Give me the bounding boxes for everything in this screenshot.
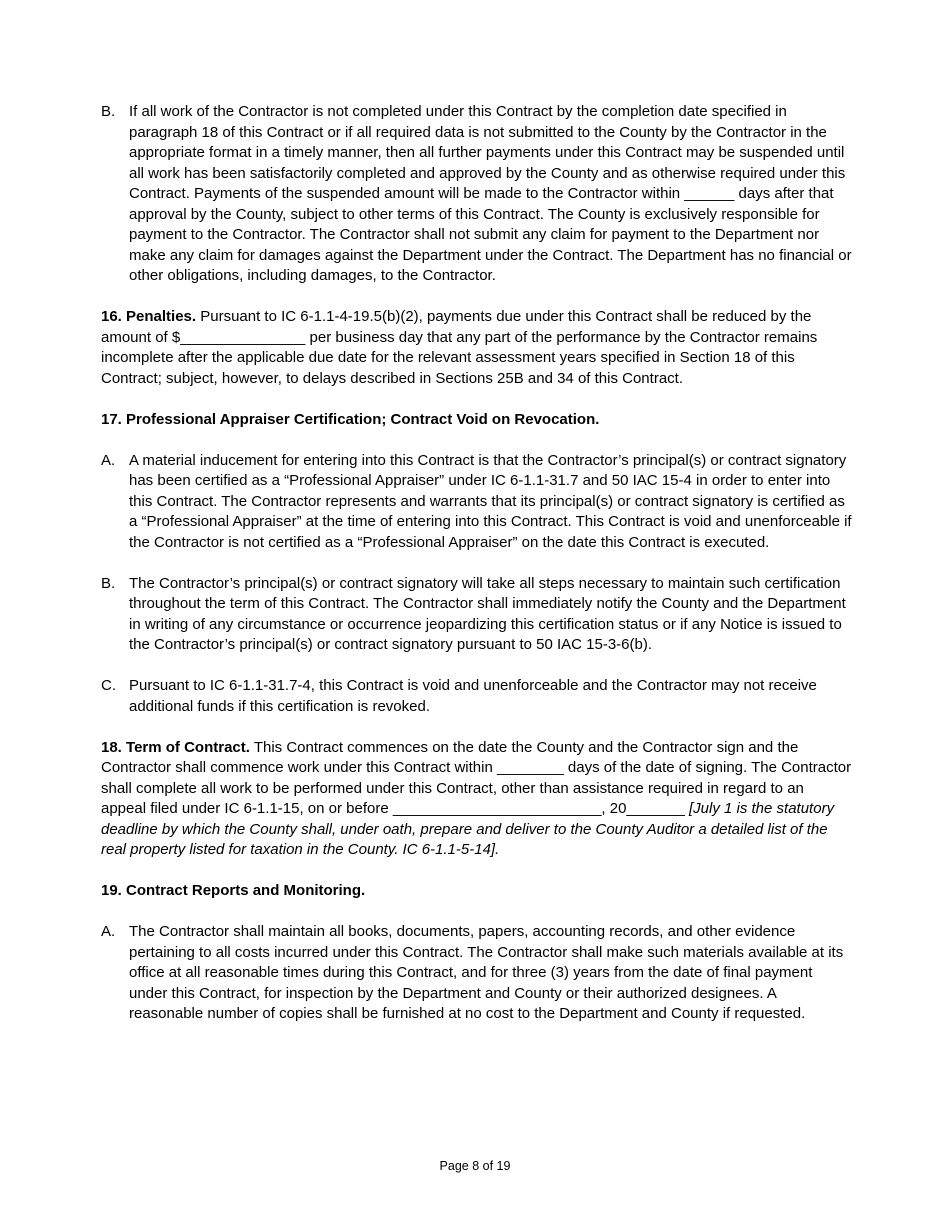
section-19-item-a	[101, 922, 853, 1025]
item-letter: C.	[101, 677, 116, 694]
document-body	[101, 102, 853, 1045]
section-17-item-a	[101, 451, 853, 554]
section-16-penalties	[101, 307, 853, 389]
section-18-term	[101, 738, 853, 861]
item-letter: B.	[101, 574, 116, 592]
statutory-note: [July 1 is the statutory deadline by which the County shall, under oath, prepare and deliver to the County Auditor a detailed list of the real property listed for taxation in the County. IC 6-1.1-5-14].	[101, 800, 835, 858]
section-17-item-b	[101, 574, 853, 656]
item-text: The Contractor’s principal(s) or contract signatory will take all steps necessary to maintain such certification throughout the term of this Contract. The Contractor shall immediately notify the County and the Department in writing of any circumstance or occurrence jeopardizing this certification status or if any Notice is issued to the Contractor’s principal(s) or contract signatory pursuant to 50 IAC 15-3-6(b).	[129, 574, 846, 653]
section-text: Pursuant to IC 6-1.1-4-19.5(b)(2), payments due under this Contract shall be reduced by the amount of $_______________ per business day that any part of the performance by the Contractor remains incomplete after the applicable due date for the relevant assessment years specified in Section 18 of this Contract; subject, however, to delays described in Sections 25B and 34 of this Contract.	[101, 308, 818, 387]
section-heading: 16. Penalties.	[101, 308, 197, 325]
section-19-heading: 19. Contract Reports and Monitoring.	[101, 882, 366, 899]
section-17-heading: 17. Professional Appraiser Certification; Contract Void on Revocation.	[101, 410, 600, 428]
item-letter: A.	[101, 923, 116, 940]
section-17-item-c	[101, 676, 853, 717]
item-text: A material inducement for entering into this Contract is that the Contractor’s principal(s) or contract signatory has been certified as a “Professional Appraiser” under IC 6-1.1-31.7 and 50 IAC 15-4 in order to enter into this Contract. The Contractor represents and warrants that its principal(s) or contract signatory is certified as a “Professional Appraiser” at the time of entering into this Contract. This Contract is void and unenforceable if the Contractor is not certified as a “Professional Appraiser” on the date this Contract is executed.	[129, 451, 852, 551]
item-letter: A.	[101, 451, 116, 469]
item-text: If all work of the Contractor is not completed under this Contract by the completion date specified in paragraph 18 of this Contract or if all required data is not submitted to the County by the Contractor in the appropriate format in a timely manner, then all further payments under this Contract may be suspended until all work has been satisfactorily completed and approved by the County and as otherwise required under this Contract. Payments of the suspended amount will be made to the Contractor within ______ days after that approval by the County, subject to other terms of this Contract. The County is exclusively responsible for payment to the Contractor. The Contractor shall not submit any claim for payment to the Department nor make any claim for damages against the Department under the Contract. The Department has no financial or other obligations, including damages, to the Contractor.	[129, 103, 852, 284]
item-text: The Contractor shall maintain all books, documents, papers, accounting records, and other evidence pertaining to all costs incurred under this Contract. The Contractor shall make such materials available at its office at all reasonable times during this Contract, and for three (3) years from the date of final payment under this Contract, for inspection by the Department and County or their authorized designees. A reasonable number of copies shall be furnished at no cost to the Department and County if requested.	[129, 923, 844, 1022]
section-heading: 18. Term of Contract.	[101, 738, 250, 756]
section-text: This Contract commences on the date the County and the Contractor sign and the Contractor shall commence work under this Contract within ________ days of the date of signing. The Contractor shall complete all work to be performed under this Contract, other than assistance required in regard to an appeal filed under IC 6-1.1-15, on or before _________________________, 20_______	[101, 738, 852, 817]
page-number: Page 8 of 19	[439, 1159, 511, 1173]
item-text: Pursuant to IC 6-1.1-31.7-4, this Contract is void and unenforceable and the Contractor may not receive additional funds if this certification is revoked.	[129, 677, 817, 715]
item-letter: B.	[101, 103, 116, 120]
section-15-item-b	[101, 102, 853, 287]
